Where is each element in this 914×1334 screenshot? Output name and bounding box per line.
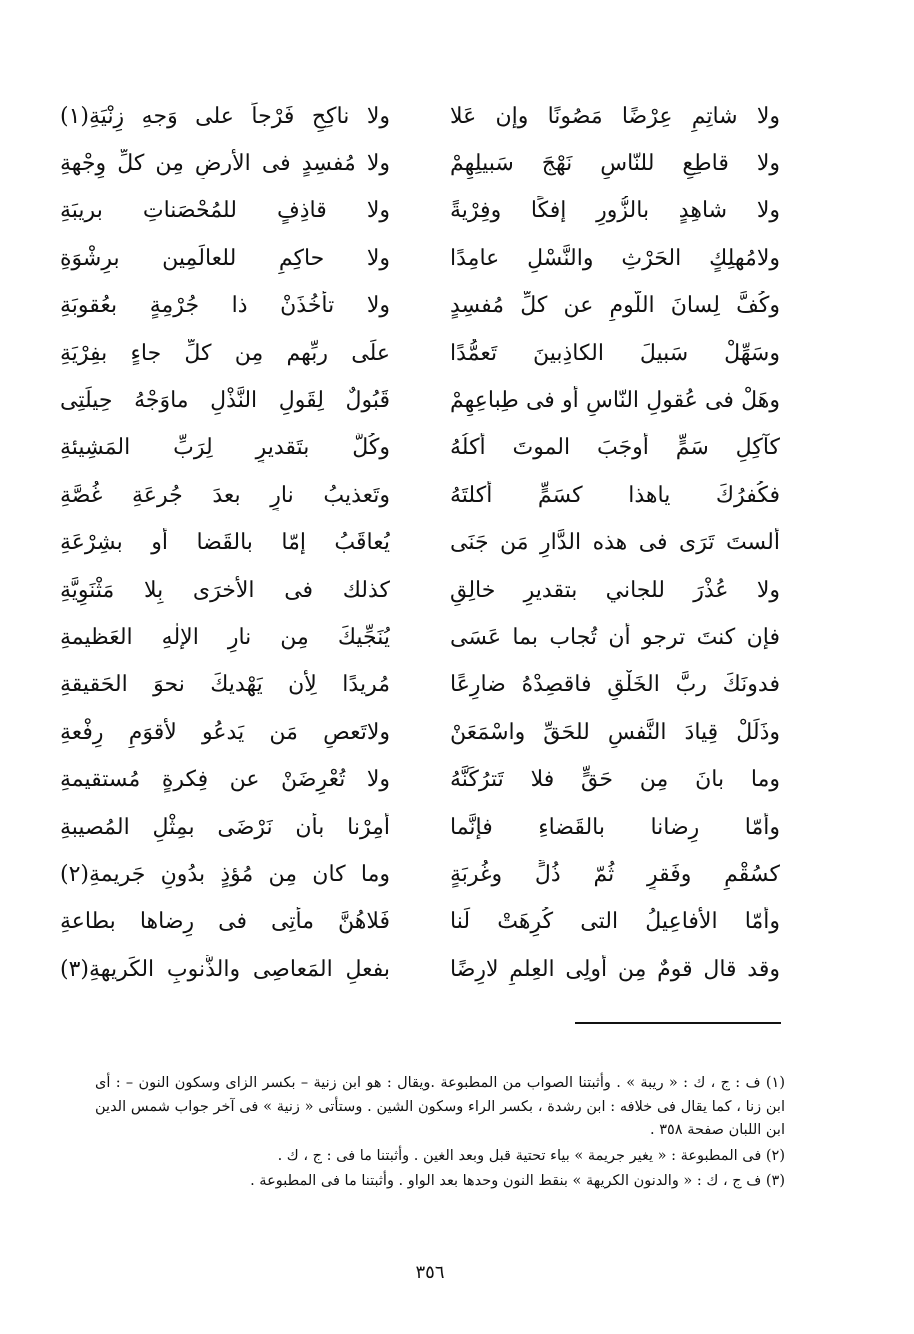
verse-second-hemistich: ولا حاكِمٍ للعالَمِين برِشْوَةِ bbox=[60, 245, 390, 271]
verse-first-hemistich: فإن كنتَ ترجو أن تُجاب بما عَسَى bbox=[450, 624, 780, 650]
verse-second-hemistich: أُمِرْنا بأن نَرْضَى بمِثْلِ المُصيبةِ bbox=[60, 814, 390, 840]
verse-first-hemistich: ولامُهلِكٍ الحَرْثِ والنَّسْلِ عامِدًا bbox=[450, 245, 780, 271]
verse bbox=[60, 425, 780, 472]
verse-first-hemistich: وأمّا رِضانا بالقَضاءِ فإنَّما bbox=[450, 814, 780, 840]
verse-second-hemistich: يُعاقَبُ إمّا بالقَضا أو بشِرْعَةِ bbox=[60, 530, 390, 556]
verse-first-hemistich: وهَلْ فى عُقولِ النّاسِ أو فى طِباعِهِمْ bbox=[450, 388, 780, 414]
verse bbox=[60, 377, 780, 424]
verse-second-hemistich: بفعلِ المَعاصِى والذُّنوبِ الكَريهةِ(٣) bbox=[60, 956, 390, 982]
verse-second-hemistich: مُريدًا لِأن يَهْديكَ نحوَ الحَقيقةِ bbox=[60, 672, 390, 698]
verse-second-hemistich: كذلك فى الأُخرَى بِلا مَثْنَوِيَّةِ bbox=[60, 577, 390, 603]
verse-first-hemistich: كآكِلِ سَمٍّ أوجَبَ الموتَ أكلُهُ bbox=[450, 435, 780, 461]
verse-second-hemistich: علَى ربِّهم مِن كلِّ جاءٍ بفِرْيَةِ bbox=[60, 340, 390, 366]
verse-second-hemistich: ولا قاذِفٍ للمُحْصَناتِ بريبَةِ bbox=[60, 198, 390, 224]
verse bbox=[60, 709, 780, 756]
verse-second-hemistich: وما كان مِن مُؤذٍ بدُونِ جَريمةِ(٢) bbox=[60, 861, 390, 887]
verse-first-hemistich: فدونَكَ ربَّ الخَلْقِ فاقصِدْهُ ضارِعًا bbox=[450, 672, 780, 698]
verse-first-hemistich: فكُفرُكَ ياهذا كسَمٍّ أكلتَهُ bbox=[450, 482, 780, 508]
verse-second-hemistich: يُنَجِّيكَ مِن نارِ الإلٰهِ العَظيمةِ bbox=[60, 624, 390, 650]
footnote-1: (١) ف : ج ، ك : « ريبة » . وأثبتنا الصواب من المطبوعة .ويقال : هو ابن زنية – بكسر الزاى وسكون النون – : أى ابن زنا ، كما يقال فى خلافه : ابن رشدة ، بكسر الراء وسكون الشين . وستأتى « زنية » فى آخر جواب شمس الدين ابن اللبان صفحة ٣٥٨ . bbox=[95, 1075, 785, 1138]
verse bbox=[60, 851, 780, 898]
verse-first-hemistich: ولا عُذْرَ للجاني بتقديرِ خالِقٍ bbox=[450, 577, 780, 603]
verse-first-hemistich: ولا قاطِعٍ للنّاسِ نَهْجَ سَبيلِهِمْ bbox=[450, 151, 780, 177]
verse bbox=[60, 283, 780, 330]
verse-first-hemistich: وسَهِّلْ سَبيلَ الكاذِبينَ تَعمُّدًا bbox=[450, 340, 780, 366]
verse bbox=[60, 520, 780, 567]
verse bbox=[60, 330, 780, 377]
verse-second-hemistich: ولا تأخُذَنْ ذا جُرْمِةٍ بعُقوبَةِ bbox=[60, 293, 390, 319]
verse-second-hemistich: ولا تُعْرِضَنْ عن فِكرةٍ مُستقيمةِ bbox=[60, 767, 390, 793]
verse bbox=[60, 567, 780, 614]
verse-second-hemistich: ولا ناكِحٍ فَرْجاً على وَجهِ زِنْيَةِ(١) bbox=[60, 103, 390, 129]
verse-first-hemistich: وكُفَّ لِسانَ اللَّومِ عن كلِّ مُفسِدٍ bbox=[450, 293, 780, 319]
verse-second-hemistich: فَلاهُنَّ مأتِى فى رِضاها بطاعةِ bbox=[60, 909, 390, 935]
verse bbox=[60, 662, 780, 709]
verse-first-hemistich: ولا شاهِدٍ بالزُّورِ إفكًا وفِرْيةً bbox=[450, 198, 780, 224]
verse bbox=[60, 472, 780, 519]
page-number: ٣٥٦ bbox=[415, 1262, 445, 1283]
verse bbox=[60, 188, 780, 235]
footnote-3: (٣) ف ج ، ك : « والدنون الكريهة » بنقط النون وحدها بعد الواو . وأثبتنا ما فى المطبوعة . bbox=[250, 1173, 785, 1189]
footnote-2: (٢) فى المطبوعة : « يغير جريمة » بياء تحتية قبل وبعد الغين . وأثبتنا ما فى : ج ، ك . bbox=[277, 1147, 785, 1164]
verse bbox=[60, 946, 780, 993]
verse-second-hemistich: ولا مُفسِدٍ فى الأرضِ مِن كلِّ وِجْهةِ bbox=[60, 151, 390, 177]
verse-second-hemistich: وكُلٌّ بتَقديرٍ لِرَبِّ المَشِيئةِ bbox=[60, 435, 390, 461]
verse bbox=[60, 614, 780, 661]
verse bbox=[60, 93, 780, 140]
verse-second-hemistich: ولاتَعصِ مَن يَدعُو لأقوَمِ رِفْعةِ bbox=[60, 719, 390, 745]
verse-second-hemistich: وتَعذيبُ نارٍ بعدَ جُرعَةِ غُصَّةِ bbox=[60, 482, 390, 508]
verse-first-hemistich: وأمّا الأفاعِيلُ التى كُرِهَتْ لَنا bbox=[450, 909, 780, 935]
verse bbox=[60, 756, 780, 803]
verse bbox=[60, 899, 780, 946]
verse-first-hemistich: وما بانَ مِن حَقٍّ فلا تَترُكَنَّهُ bbox=[450, 767, 780, 793]
verse-first-hemistich: كسُقْمٍ وفَقرٍ ثُمّ ذُلٍّ وغُربَةٍ bbox=[450, 861, 780, 887]
verse-first-hemistich: وذَلِّلْ قِيادَ النَّفسِ للحَقِّ واسْمَعَنْ bbox=[450, 719, 780, 745]
verse-second-hemistich: قَبُولٌ لِقَولِ النَّذْلِ ماوَجْهُ حِيلَتِى bbox=[60, 388, 390, 414]
verse bbox=[60, 235, 780, 282]
verse-first-hemistich: وقد قال قومٌ مِن أُولِى العِلمِ لارِضًا bbox=[450, 956, 780, 982]
footnotes bbox=[95, 1072, 785, 1196]
verse bbox=[60, 804, 780, 851]
verse-first-hemistich: ألستَ تَرَى فى هذه الدَّارِ مَن جَنَى bbox=[450, 530, 780, 556]
footnote-divider bbox=[575, 1022, 781, 1024]
verse-first-hemistich: ولا شاتِمٍ عِرْضًا مَصُونًا وإن عَلا bbox=[450, 103, 780, 129]
verse bbox=[60, 140, 780, 187]
poem-body bbox=[60, 93, 780, 993]
